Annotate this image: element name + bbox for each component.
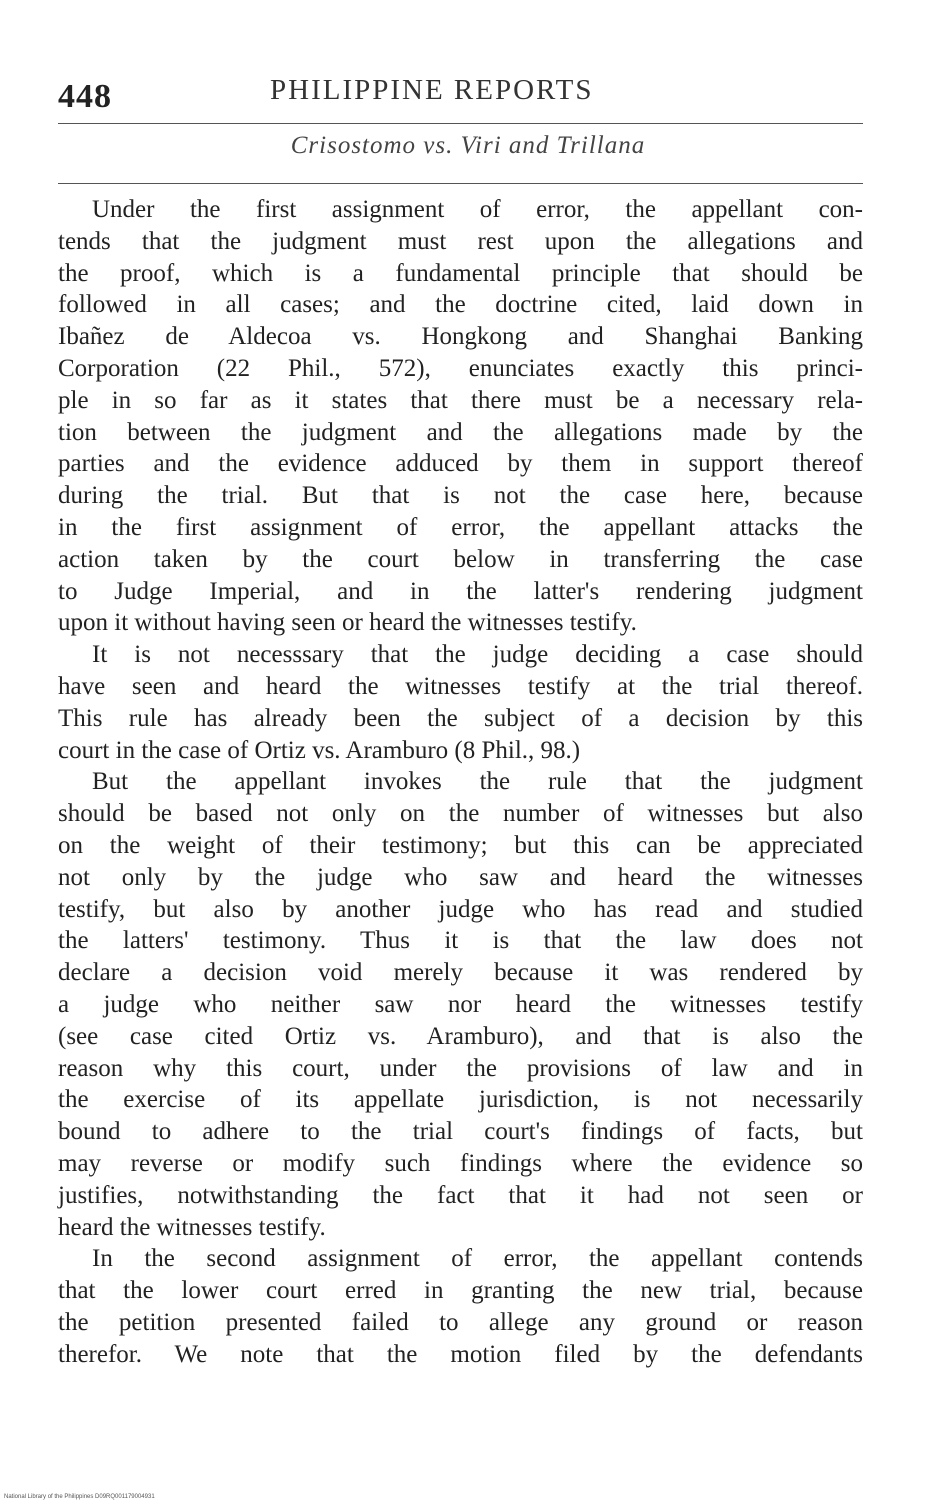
text-line: justifies, notwithstanding the fact that it had not seen or — [58, 1181, 863, 1209]
text-line: ple in so far as it states that there must be a necessary rela- — [58, 386, 863, 414]
text-line: a judge who neither saw nor heard the witnesses testify — [58, 990, 863, 1018]
text-line: parties and the evidence adduced by them in support thereof — [58, 450, 863, 478]
text-line: But the appellant invokes the rule that the judgment — [92, 768, 863, 796]
text-line: that the lower court erred in granting the new trial, because — [58, 1277, 863, 1305]
text-line: therefor. We note that the motion filed by the defendants — [58, 1340, 863, 1368]
text-line: in the first assignment of error, the appellant attacks the — [58, 513, 863, 541]
text-line: have seen and heard the witnesses testify at the trial thereof. — [58, 672, 863, 700]
running-title: PHILIPPINE REPORTS — [270, 74, 594, 106]
text-line: reason why this court, under the provisions of law and in — [58, 1054, 863, 1082]
text-line: action taken by the court below in transferring the case — [58, 545, 863, 573]
text-line: should be based not only on the number of witnesses but also — [58, 800, 863, 828]
body-text — [58, 194, 863, 1370]
text-line: may reverse or modify such findings where the evidence so — [58, 1149, 863, 1177]
text-line: upon it without having seen or heard the witnesses testify. — [58, 609, 637, 637]
paragraph-3 — [58, 766, 863, 1243]
header-rule-bottom — [58, 183, 863, 184]
header-rule-top — [58, 123, 863, 124]
text-line: during the trial. But that is not the case here, because — [58, 482, 863, 510]
paragraph-2 — [58, 639, 863, 766]
text-line: the exercise of its appellate jurisdiction, is not necessarily — [58, 1086, 863, 1114]
text-line: bound to adhere to the trial court's findings of facts, but — [58, 1118, 863, 1146]
library-imprint: National Library of the Philippines D09RQ001179004931 — [4, 1494, 155, 1500]
text-line: court in the case of Ortiz vs. Aramburo (8 Phil., 98.) — [58, 736, 581, 764]
text-line: to Judge Imperial, and in the latter's rendering judgment — [58, 577, 863, 605]
text-line: not only by the judge who saw and heard the witnesses — [58, 863, 863, 891]
paragraph-1 — [58, 194, 863, 639]
text-line: tends that the judgment must rest upon the allegations and — [58, 227, 863, 255]
text-line: This rule has already been the subject of a decision by this — [58, 704, 863, 732]
text-line: tion between the judgment and the allegations made by the — [58, 418, 863, 446]
text-line: Ibañez de Aldecoa vs. Hongkong and Shanghai Banking — [58, 323, 863, 351]
text-line: It is not necesssary that the judge deciding a case should — [92, 641, 863, 669]
text-line: (see case cited Ortiz vs. Aramburo), and that is also the — [58, 1022, 863, 1050]
text-line: the latters' testimony. Thus it is that the law does not — [58, 927, 863, 955]
text-line: on the weight of their testimony; but this can be appreciated — [58, 831, 863, 859]
text-line: In the second assignment of error, the appellant contends — [92, 1245, 863, 1273]
case-caption: Crisostomo vs. Viri and Trillana — [290, 132, 646, 159]
text-line: Under the first assignment of error, the appellant con- — [92, 196, 863, 223]
paragraph-4 — [58, 1243, 863, 1370]
text-line: the petition presented failed to allege any ground or reason — [58, 1308, 863, 1336]
text-line: testify, but also by another judge who has read and studied — [58, 895, 863, 923]
text-line: heard the witnesses testify. — [58, 1213, 326, 1241]
text-line: the proof, which is a fundamental principle that should be — [58, 259, 863, 287]
text-line: Corporation (22 Phil., 572), enunciates exactly this princi- — [58, 354, 863, 382]
text-line: declare a decision void merely because it was rendered by — [58, 959, 863, 987]
page-number: 448 — [58, 78, 112, 115]
text-line: followed in all cases; and the doctrine cited, laid down in — [58, 291, 863, 319]
